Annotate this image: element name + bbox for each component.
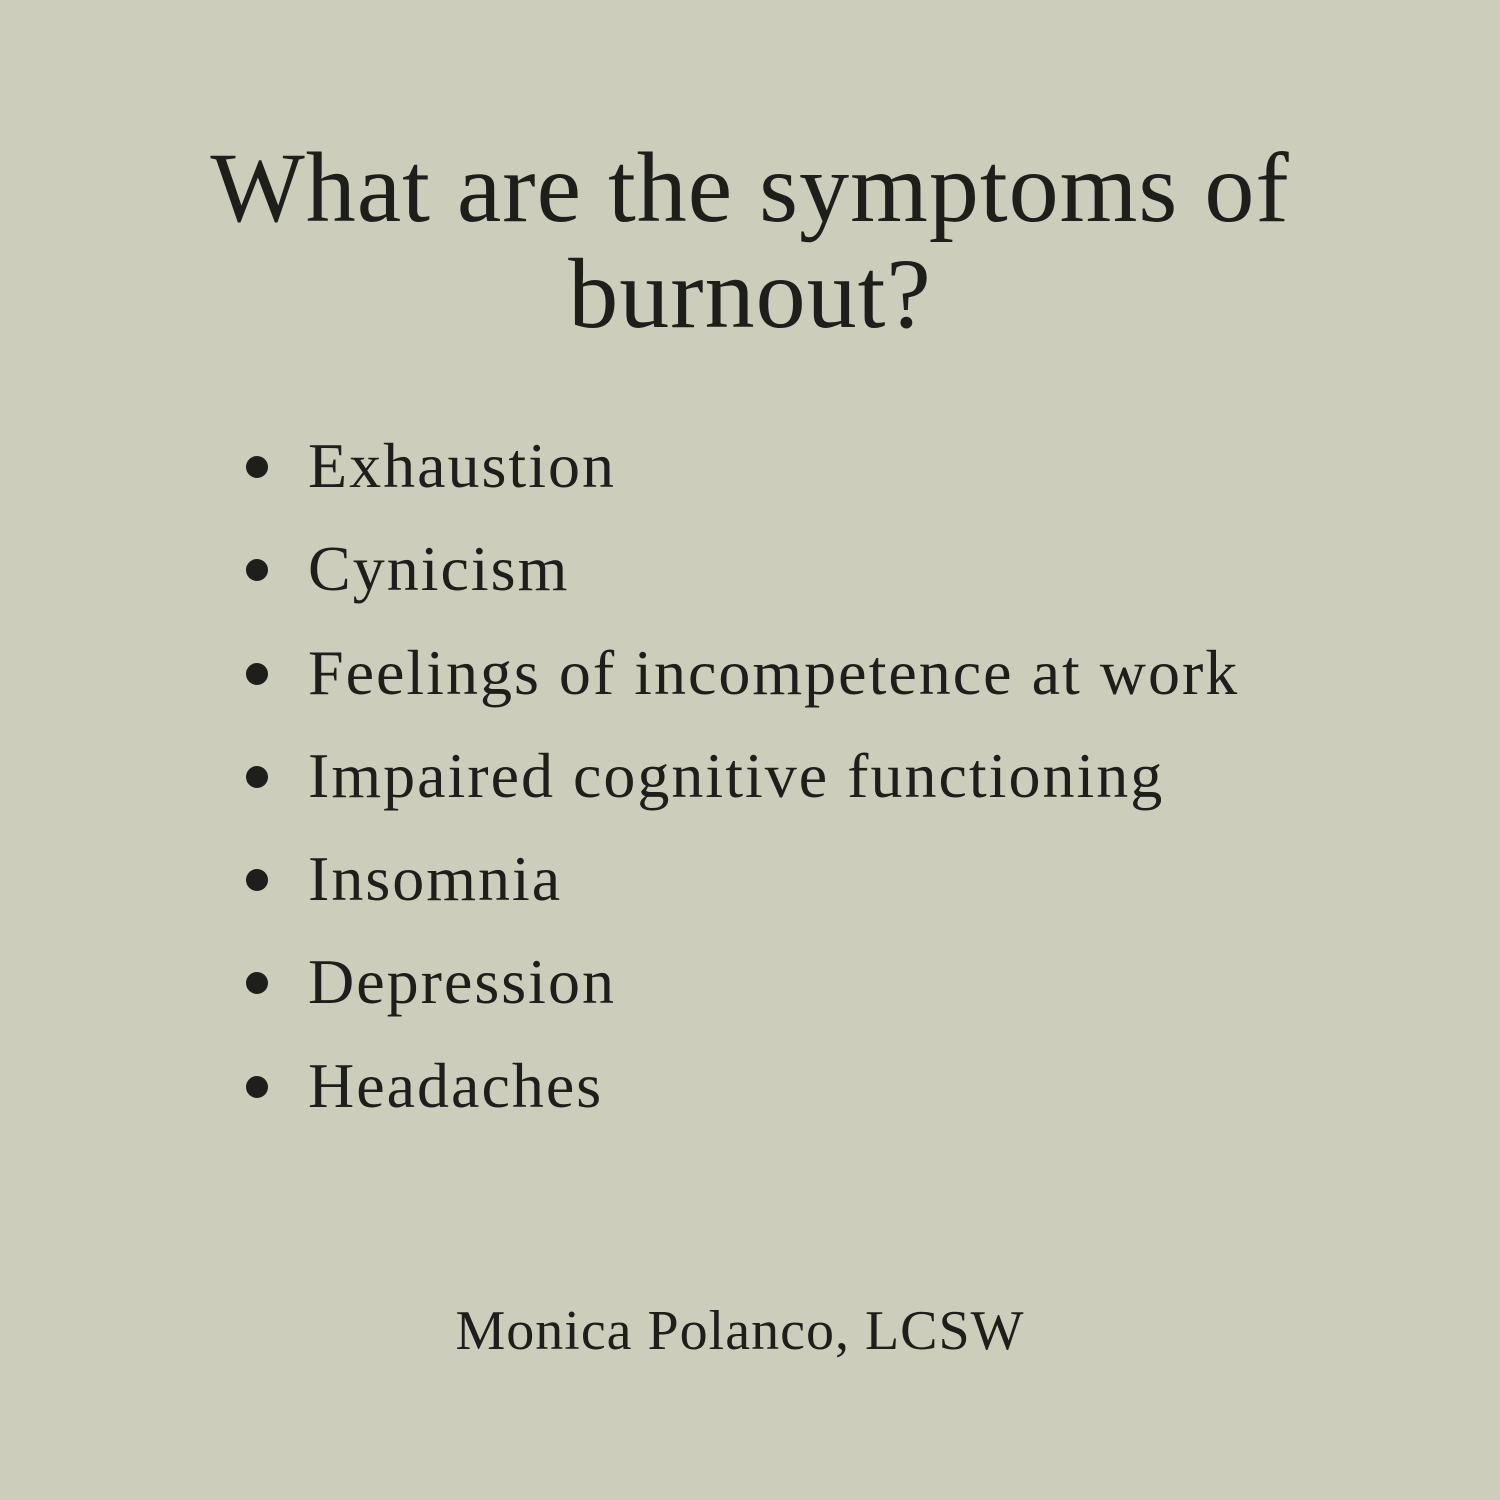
bullet-icon xyxy=(246,972,268,994)
list-item xyxy=(0,414,1500,517)
list-item xyxy=(0,724,1500,827)
title-line-2: burnout? xyxy=(568,238,932,349)
list-item-label: Impaired cognitive functioning xyxy=(308,739,1165,811)
bullet-icon xyxy=(246,456,268,478)
list-item-label: Feelings of incompetence at work xyxy=(308,636,1240,708)
list-item-label: Insomnia xyxy=(308,843,563,915)
list-item xyxy=(0,930,1500,1033)
bullet-icon xyxy=(246,559,268,581)
list-item-label: Headaches xyxy=(308,1049,604,1121)
bullet-icon xyxy=(246,766,268,788)
list-item-label: Depression xyxy=(308,946,616,1018)
list-item-label: Cynicism xyxy=(308,533,570,605)
symptom-list xyxy=(0,414,1500,1137)
page-title xyxy=(0,132,1500,349)
bullet-icon xyxy=(246,663,268,685)
list-item xyxy=(0,1034,1500,1137)
list-item xyxy=(0,517,1500,620)
bullet-icon xyxy=(246,1076,268,1098)
author-credit: Monica Polanco, LCSW xyxy=(455,1300,1025,1362)
list-item xyxy=(0,827,1500,930)
list-item-label: Exhaustion xyxy=(308,430,616,501)
title-line-1: What are the symptoms of xyxy=(210,132,1290,243)
bullet-icon xyxy=(246,869,268,891)
list-item xyxy=(0,621,1500,724)
